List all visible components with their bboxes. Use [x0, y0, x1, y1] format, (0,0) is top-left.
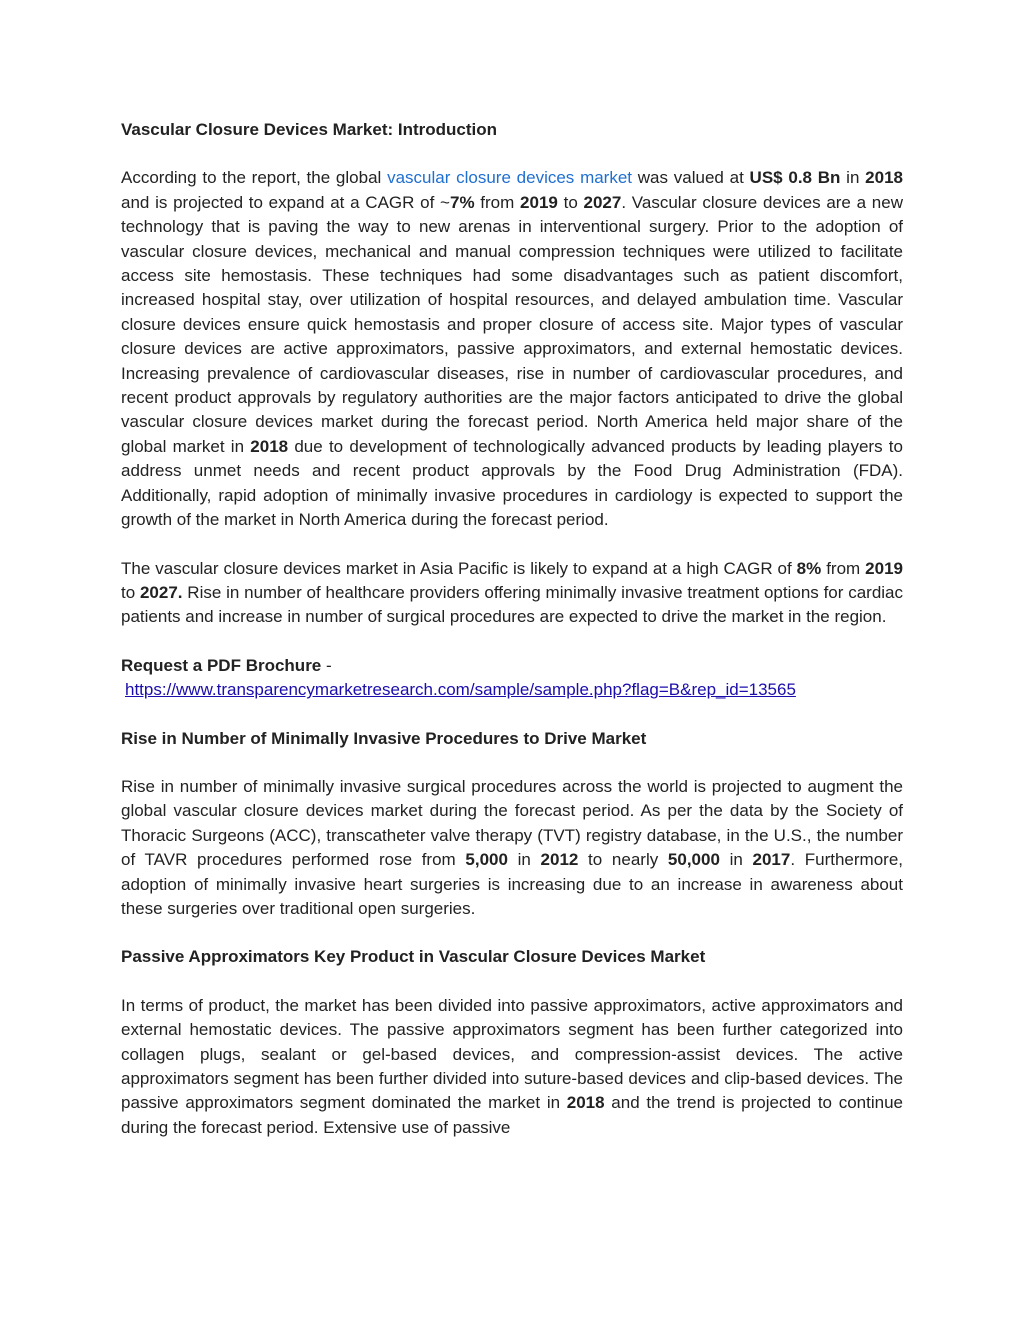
procedures-paragraph — [121, 775, 903, 921]
year-value: 2017 — [752, 850, 791, 870]
market-value: US$ 0.8 Bn — [749, 168, 841, 188]
text-run: . Furthermore, adoption of minimally invasive heart surgeries is increasing due to an increase in awareness about these surgeries over traditional open surgeries. — [121, 850, 903, 918]
intro-paragraph-2 — [121, 557, 903, 630]
brochure-request — [121, 654, 903, 703]
text-run: According to the report, the global — [121, 168, 388, 188]
market-link[interactable]: vascular closure devices market — [387, 168, 633, 188]
forecast-end-year: 2027 — [583, 192, 622, 212]
section-heading-procedures: Rise in Number of Minimally Invasive Procedures to Drive Market — [121, 728, 647, 748]
text-run: Rise in number of minimally invasive surgical procedures across the world is projected to augment the global vascular closure devices market during the forecast period. As per the data by the Society of Thoracic Surgeons (ACC), transcatheter valve therapy (TVT) registry database, in the U.S., the number of TAVR procedures performed rose from — [121, 776, 903, 870]
year-value: 2018 — [250, 436, 289, 456]
text-run: in — [507, 850, 541, 870]
year-value: 2012 — [540, 850, 579, 870]
procedures-count-2017: 50,000 — [667, 850, 720, 870]
text-run: and is projected to expand at a CAGR of ~ — [121, 192, 450, 212]
text-run: In terms of product, the market has been divided into passive approximators, active approximators and external hemostatic devices. The passive approximators segment has been further categorized into collagen plugs, sealant or gel-based devices, and compression-assist devices. The active approximators segment has been further divided into suture-based devices and clip-based devices. The passive approximators segment dominated the market in — [121, 995, 903, 1113]
procedures-count-2012: 5,000 — [465, 850, 508, 870]
text-run: Rise in number of healthcare providers offering minimally invasive treatment options for cardiac patients and increase in number of surgical procedures are expected to drive the market in the region. — [121, 582, 903, 627]
year-value: 2018 — [566, 1093, 605, 1113]
year-value: 2027. — [139, 582, 183, 602]
year-value: 2019 — [865, 558, 903, 578]
text-run: in — [840, 168, 866, 188]
base-year: 2018 — [865, 168, 903, 188]
text-run: due to development of technologically advanced products by leading players to address unmet needs and recent product approvals by the Food Drug Administration (FDA). Additionally, rapid adoption of minimally invasive procedures in cardiology is expected to support the growth of the market in North America during the forecast period. — [121, 436, 903, 530]
intro-paragraph-1 — [121, 166, 903, 532]
apac-cagr-value: 8% — [796, 558, 822, 578]
text-run: to — [557, 192, 584, 212]
text-run: - — [321, 655, 332, 675]
text-run: The vascular closure devices market in Asia Pacific is likely to expand at a high CAGR of — [121, 558, 797, 578]
cagr-value: 7% — [449, 192, 475, 212]
text-run: from — [821, 558, 866, 578]
brochure-link[interactable]: https://www.transparencymarketresearch.com/sample/sample.php?flag=B&rep_id=13565 — [125, 680, 796, 700]
text-run: to nearly — [578, 850, 668, 870]
section-heading-passive-approximators: Passive Approximators Key Product in Vascular Closure Devices Market — [121, 947, 706, 967]
text-run: in — [719, 850, 753, 870]
intro-heading: Vascular Closure Devices Market: Introduction — [121, 120, 498, 139]
document-page — [121, 118, 903, 1140]
brochure-label: Request a PDF Brochure — [121, 655, 322, 675]
text-run: and the trend is projected to continue during the forecast period. Extensive use of passive — [121, 1093, 903, 1137]
text-run: to — [121, 582, 140, 602]
forecast-start-year: 2019 — [520, 192, 558, 212]
text-run: . Vascular closure devices are a new technology that is paving the way to new arenas in interventional surgery. Prior to the adoption of vascular closure devices, mechanical and manual compression techniques were utilized to facilitate access site hemostasis. These techniques had some disadvantages such as patient discomfort, increased hospital stay, over utilization of hospital resources, and delayed ambulation time. Vascular closure devices ensure quick hemostasis and proper closure of access site. Major types of vascular closure devices are active approximators, passive approximators, and external hemostatic devices. Increasing prevalence of cardiovascular diseases, rise in number of cardiovascular procedures, and recent product approvals by regulatory authorities are the major factors anticipated to drive the global vascular closure devices market during the forecast period. North America held major share of the global market in — [121, 192, 903, 456]
text-run: from — [474, 192, 521, 212]
product-paragraph — [121, 994, 903, 1140]
text-run: was valued at — [632, 168, 750, 188]
